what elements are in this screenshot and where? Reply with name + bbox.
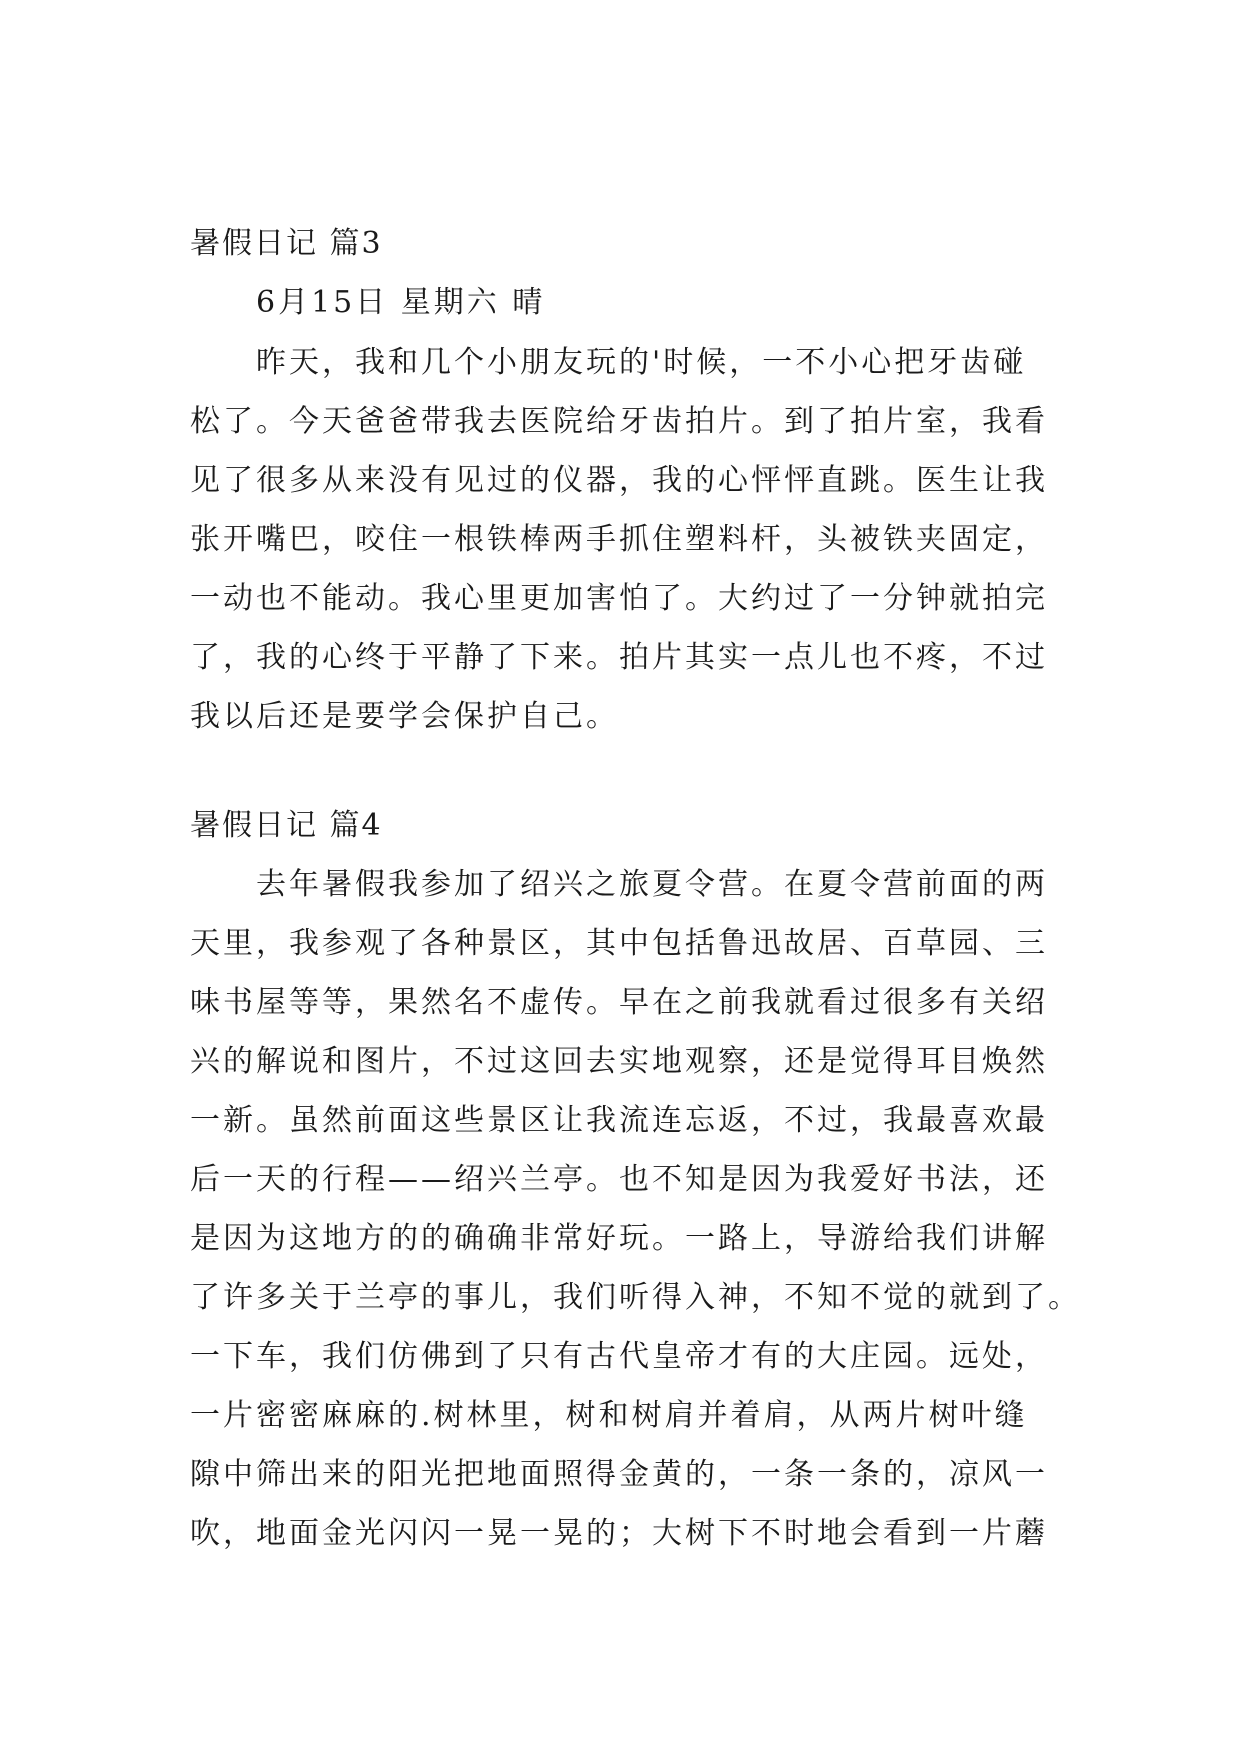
paragraph-line: 张开嘴巴，咬住一根铁棒两手抓住塑料杆，头被铁夹固定， [190,522,1048,557]
paragraph-line: 兴的解说和图片，不过这回去实地观察，还是觉得耳目焕然 [190,1044,1048,1079]
paragraph-line: 天里，我参观了各种景区，其中包括鲁迅故居、百草园、三 [190,926,1048,961]
paragraph-line: 昨天，我和几个小朋友玩的'时候，一不小心把牙齿碰 [256,345,1027,380]
section-heading: 暑假日记 篇4 [190,808,383,843]
paragraph-line: 一动也不能动。我心里更加害怕了。大约过了一分钟就拍完 [190,581,1048,616]
paragraph-line: 是因为这地方的的确确非常好玩。一路上，导游给我们讲解 [190,1221,1048,1256]
paragraph-line: 一下车，我们仿佛到了只有古代皇帝才有的大庄园。远处， [190,1339,1048,1374]
paragraph-line: 吹，地面金光闪闪一晃一晃的；大树下不时地会看到一片蘑 [190,1516,1048,1551]
paragraph-line: 松了。今天爸爸带我去医院给牙齿拍片。到了拍片室，我看 [190,404,1048,439]
paragraph-line: 了许多关于兰亭的事儿，我们听得入神，不知不觉的就到了。 [190,1280,1081,1315]
paragraph-line: 后一天的行程——绍兴兰亭。也不知是因为我爱好书法，还 [190,1162,1048,1197]
paragraph-line: 去年暑假我参加了绍兴之旅夏令营。在夏令营前面的两 [256,867,1048,902]
paragraph-line: 了，我的心终于平静了下来。拍片其实一点儿也不疼，不过 [190,640,1048,675]
paragraph-line: 我以后还是要学会保护自己。 [190,699,619,734]
paragraph-line: 一新。虽然前面这些景区让我流连忘返，不过，我最喜欢最 [190,1103,1048,1138]
paragraph-line: 味书屋等等，果然名不虚传。早在之前我就看过很多有关绍 [190,985,1048,1020]
section-heading: 暑假日记 篇3 [190,226,383,261]
paragraph-line: 隙中筛出来的阳光把地面照得金黄的，一条一条的，凉风一 [190,1457,1048,1492]
paragraph-line: 一片密密麻麻的.树林里，树和树肩并着肩，从两片树叶缝 [190,1398,1028,1433]
diary-date-line: 6月15日 星期六 晴 [256,285,546,320]
paragraph-line: 见了很多从来没有见过的仪器，我的心怦怦直跳。医生让我 [190,463,1048,498]
